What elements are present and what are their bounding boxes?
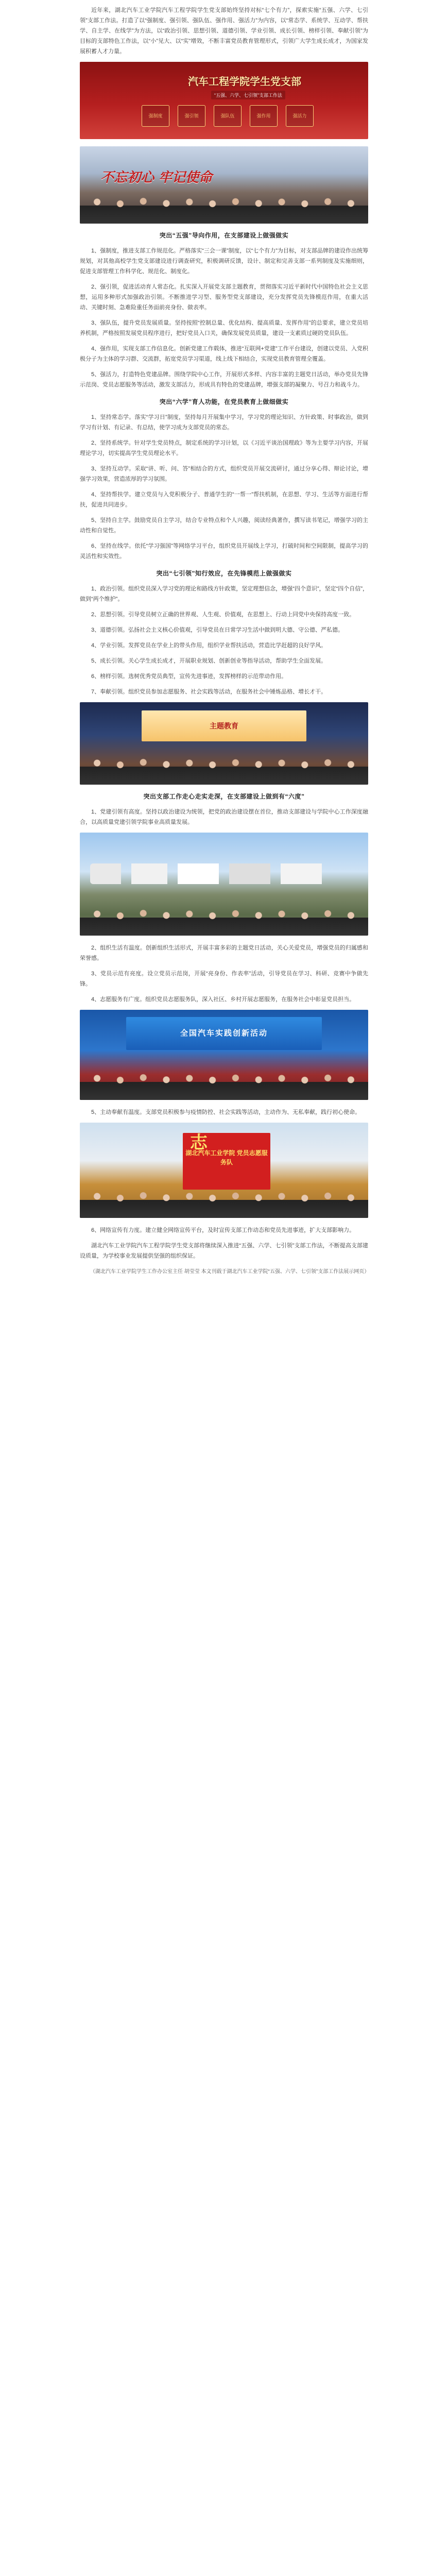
section-paragraph: 3、坚持互动学。采取“讲、听、问、答”相结合的方式，组织党员开展交流研讨，通过分享心得、辩论讨论，增强学习效果，营造浓厚的学习氛围。 [80, 466, 368, 482]
banner-tag: 强引领 [178, 105, 205, 127]
section-title: 突出“七引领”知行效应，在先锋模范上做强做实 [156, 570, 292, 577]
stage-photo [80, 1010, 368, 1100]
section-paragraph: 6、坚持在线学。依托“学习强国”等网络学习平台，组织党员开展线上学习，打破时间和空间限制，提高学习的灵活性和实效性。 [80, 543, 368, 560]
section-paragraph: 4、志愿服务有广度。组织党员志愿服务队，深入社区、乡村开展志愿服务，在服务社会中彰显党员担当。 [91, 996, 355, 1003]
vehicles-graphic [90, 863, 358, 884]
banner-tag: 强作用 [250, 105, 278, 127]
intro-paragraph: 近年来，湖北汽车工业学院汽车工程学院学生党支部始终坚持对标“七个有力”，探索实施“五强、六学、七引领”支部工作法。打造了以“强制度、强引领、强队伍、强作用、强活力”为内容，以“常态学、系统学、互动学、帮扶学、自主学、在线学”为方法，以“政治引领、思想引领、道德引领、学业引领、成长引领、榜样引领、奉献引领”为目标的支部特色工作法，以“小”见大、以“实”增效，不断丰富党员教育管理形式，引领广大学生成长成才，为国家发展积蓄人才力量。 [80, 7, 368, 55]
section-paragraph: 4、坚持帮扶学。建立党员与入党积极分子、普通学生的“一帮一”帮扶机制，在思想、学习、生活等方面进行帮扶，促进共同进步。 [80, 492, 368, 508]
meeting-hall-photo [80, 702, 368, 785]
section-paragraph: 4、学业引领。发挥党员在学业上的带头作用，组织学业帮扶活动，营造比学赶超的良好学风。 [91, 642, 327, 649]
group-photo [80, 146, 368, 224]
section-title: 突出支部工作走心走实走深，在支部建设上做到有“六度” [143, 793, 305, 800]
banner-image [80, 62, 368, 139]
flag-text: 湖北汽车工业学院 党员志愿服务队 [185, 1149, 268, 1166]
calligraphy-text: 不忘初心 牢记使命 [100, 170, 213, 185]
closing-paragraph: 湖北汽车工业学院汽车工程学院学生党支部将继续深入推进“五强、六学、七引领”支部工作法，不断提高支部建设质量，为学校事业发展提供坚强的组织保证。 [80, 1243, 368, 1259]
section-paragraph: 3、党员示范有亮度。设立党员示范岗，开展“亮身份、作表率”活动，引导党员在学习、科研、竞赛中争做先锋。 [80, 971, 368, 987]
section-paragraph: 5、主动奉献有温度。支部党员积极参与疫情防控、社会实践等活动，主动作为、无私奉献，践行初心使命。 [91, 1109, 361, 1115]
section-paragraph: 5、强活力，打造特色党建品牌。围绕学院中心工作，开展形式多样、内容丰富的主题党日活动，举办党员先锋示范岗、党员志愿服务等活动，激发支部活力，形成具有特色的党建品牌，增强支部的凝聚力、号召力和战斗力。 [80, 371, 368, 388]
article-content [80, 5, 368, 1277]
section-paragraph: 1、强制度，推进支部工作规范化。严格落实“三会一课”制度，以“七个有力”为目标，对支部品牌的建设作出统筹规划，对其他高校学生党支部建设进行调查研究，积极调研反馈，设计、制定和完善支部一系列制度及实施细则，促进支部管理工作科学化、规范化、制度化。 [80, 248, 368, 275]
crowd-graphic [80, 749, 368, 785]
banner-title: 汽车工程学院学生党支部 [188, 75, 301, 88]
section-paragraph: 2、强引领，促进活动育人常态化。扎实深入开展党支部主题教育，贯彻落实习近平新时代中国特色社会主义思想，运用多种形式加强政治引领。不断推进学习型、服务型党支部建设，充分发挥党员先锋模范作用，在重大活动、关键时刻、急难险重任务面前亮身份、做表率。 [80, 284, 368, 311]
hall-screen: 主题教育 [142, 710, 306, 741]
banner-tag: 强制度 [142, 105, 169, 127]
section-title: 突出“五强”导向作用，在支部建设上做强做实 [159, 232, 289, 239]
section-paragraph: 1、党建引领有高度。坚持以政治建设为统领，把党的政治建设摆在首位，推动支部建设与学院中心工作深度融合，以高质量党建引领学院事业高质量发展。 [80, 809, 368, 825]
section-paragraph: 1、坚持常态学。落实“学习日”制度，坚持每月开展集中学习，学习党的理论知识、方针政策、时事政治，做到学习有计划、有记录、有总结，使学习成为支部党员的常态。 [80, 414, 368, 431]
section-paragraph: 6、网络宣传有力度。建立健全网络宣传平台，及时宣传支部工作动态和党员先进事迹，扩大支部影响力。 [91, 1227, 355, 1233]
section-paragraph: 1、政治引领。组织党员深入学习党的理论和路线方针政策，坚定理想信念，增强“四个意识”，坚定“四个自信”，做到“两个维护”。 [80, 586, 368, 602]
flag-emblem: 志 [190, 1132, 208, 1153]
section-paragraph: 2、坚持系统学。针对学生党员特点，制定系统的学习计划，以《习近平谈治国理政》等为主要学习内容，开展理论学习，切实提高学生党员理论水平。 [80, 440, 368, 456]
section-paragraph: 5、坚持自主学。鼓励党员自主学习，结合专业特点和个人兴趣，阅读经典著作，撰写读书笔记，增强学习的主动性和自觉性。 [80, 517, 368, 534]
volunteer-flag [183, 1133, 270, 1190]
section-paragraph: 5、成长引领。关心学生成长成才，开展职业规划、创新创业等指导活动，帮助学生全面发展。 [91, 658, 327, 664]
banner-tag: 强队伍 [214, 105, 242, 127]
crowd-graphic [80, 1064, 368, 1100]
footnote: （湖北汽车工业学院学生工作办公室主任 胡莹莹 本文刊载于湖北汽车工业学院“五强、六学、七引领”支部工作法展示网页） [90, 1269, 370, 1275]
section-paragraph: 7、奉献引领。组织党员参加志愿服务、社会实践等活动，在服务社会中锤炼品格、增长才干。 [91, 689, 327, 695]
section-title: 突出“六学”育人功能，在党员教育上做细做实 [159, 398, 289, 405]
outdoor-group-photo [80, 833, 368, 936]
section-paragraph: 3、强队伍，提升党员发展质量。坚持按照“控制总量、优化结构、提高质量、发挥作用”的总要求，建立党员培养机制，严格按照发展党员程序进行，把好党员入口关，确保发展党员质量，建设一支素质过硬的党员队伍。 [80, 320, 368, 336]
crowd-graphic [80, 900, 368, 936]
banner-tag: 强活力 [286, 105, 314, 127]
section-paragraph: 2、组织生活有温度。创新组织生活形式，开展丰富多彩的主题党日活动，关心关爱党员，增强党员的归属感和荣誉感。 [80, 945, 368, 961]
banner-subtitle: “五强、六学、七引领”支部工作法 [211, 91, 285, 99]
stage-screen: 全国汽车实践创新活动 [126, 1017, 322, 1050]
crowd-graphic [80, 1182, 368, 1218]
section-paragraph: 6、榜样引领。选树优秀党员典型，宣传先进事迹，发挥榜样的示范带动作用。 [91, 673, 287, 680]
article-page [0, 5, 448, 1277]
section-paragraph: 2、思想引领。引导党员树立正确的世界观、人生观、价值观，在思想上、行动上同党中央保持高度一致。 [91, 612, 355, 618]
crowd-graphic [80, 188, 368, 224]
section-paragraph: 4、强作用，实现支部工作信息化。创新党建工作载体，推进“互联网+党建”工作平台建设，创建以党员、入党积极分子为主体的学习群、交流群，拓宽党员学习渠道，线上线下相结合，实现党员教育管理全覆盖。 [80, 346, 368, 362]
section-paragraph: 3、道德引领。弘扬社会主义核心价值观，引导党员在日常学习生活中做到明大德、守公德、严私德。 [91, 627, 344, 633]
volunteer-flag-photo [80, 1123, 368, 1218]
